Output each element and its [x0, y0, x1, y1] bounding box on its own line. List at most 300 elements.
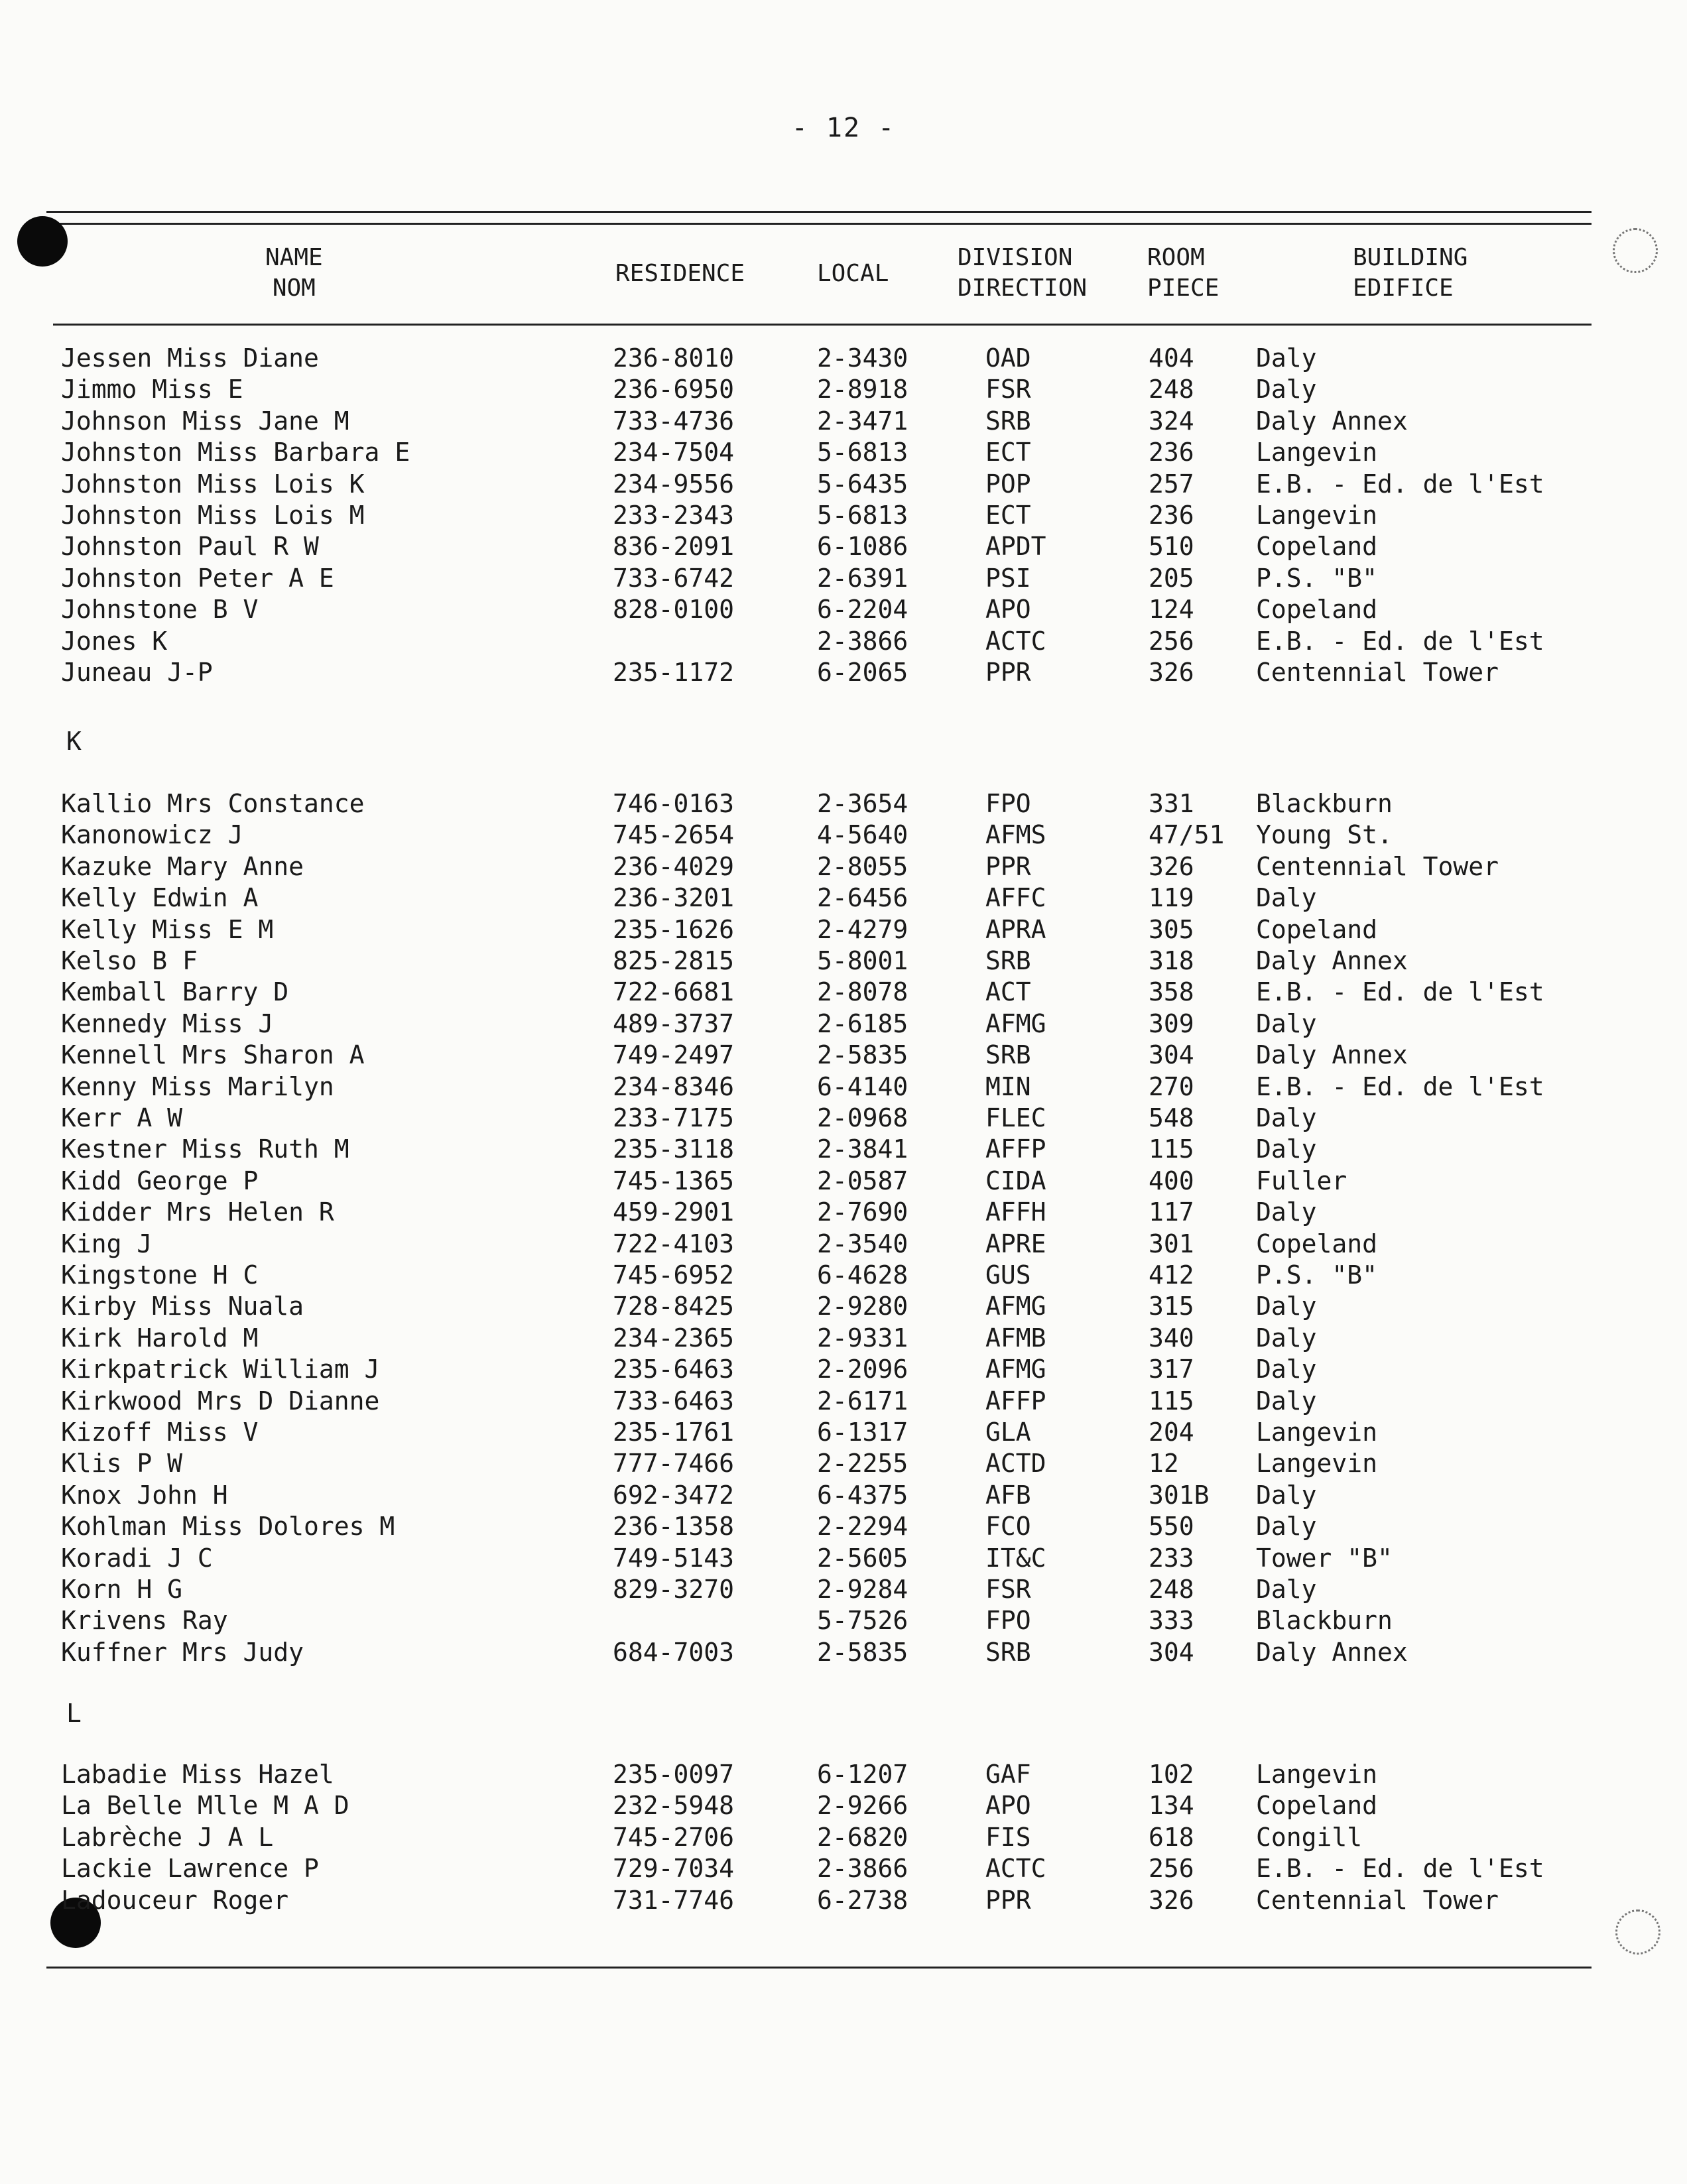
- cell-bld: Langevin: [1256, 1760, 1378, 1789]
- cell-bld: Centennial Tower: [1256, 1885, 1499, 1915]
- cell-name: Kirkwood Mrs D Dianne: [61, 1386, 380, 1416]
- directory-row: [0, 499, 1687, 531]
- cell-div: PPR: [985, 1885, 1031, 1915]
- directory-row: [0, 1322, 1687, 1354]
- header-room: [1147, 243, 1219, 304]
- directory-row: [0, 1133, 1687, 1165]
- cell-bld: Copeland: [1256, 914, 1378, 944]
- cell-local: 5-6813: [817, 438, 908, 467]
- header-building-line: EDIFICE: [1353, 274, 1454, 302]
- cell-bld: Tower "B": [1256, 1543, 1393, 1573]
- cell-bld: E.B. - Ed. de l'Est: [1256, 626, 1544, 656]
- cell-bld: E.B. - Ed. de l'Est: [1256, 1071, 1544, 1101]
- cell-name: Kanonowicz J: [61, 820, 243, 850]
- cell-div: PPR: [985, 658, 1031, 687]
- cell-div: CIDA: [985, 1166, 1046, 1195]
- cell-local: 5-7526: [817, 1606, 908, 1636]
- cell-div: FSR: [985, 1575, 1031, 1604]
- cell-div: GLA: [985, 1418, 1031, 1447]
- cell-local: 2-8918: [817, 375, 908, 404]
- cell-div: FIS: [985, 1822, 1031, 1852]
- cell-name: Johnstone B V: [61, 595, 259, 625]
- cell-name: Kohlman Miss Dolores M: [61, 1512, 395, 1542]
- cell-room: 134: [1149, 1791, 1194, 1821]
- cell-res: 722-6681: [613, 977, 735, 1007]
- cell-local: 2-6185: [817, 1008, 908, 1038]
- cell-room: 256: [1149, 1854, 1194, 1884]
- cell-div: PSI: [985, 563, 1031, 593]
- directory-row: [0, 1071, 1687, 1103]
- directory-row: [0, 882, 1687, 914]
- directory-row: [0, 1447, 1687, 1479]
- cell-bld: E.B. - Ed. de l'Est: [1256, 977, 1544, 1007]
- cell-name: Klis P W: [61, 1449, 183, 1479]
- directory-row: [0, 1416, 1687, 1448]
- bottom-rule: [46, 1967, 1592, 1969]
- cell-local: 4-5640: [817, 820, 908, 850]
- cell-local: 2-7690: [817, 1197, 908, 1227]
- cell-bld: Langevin: [1256, 1418, 1378, 1447]
- cell-bld: E.B. - Ed. de l'Est: [1256, 1854, 1544, 1884]
- header-division-line: DIVISION: [958, 244, 1073, 271]
- cell-local: 2-6820: [817, 1822, 908, 1852]
- cell-div: IT&C: [985, 1543, 1046, 1573]
- cell-room: 358: [1149, 977, 1194, 1007]
- cell-name: Labadie Miss Hazel: [61, 1760, 334, 1789]
- directory-row: [0, 342, 1687, 374]
- cell-bld: Copeland: [1256, 595, 1378, 625]
- cell-name: Lackie Lawrence P: [61, 1854, 319, 1884]
- cell-room: 257: [1149, 469, 1194, 499]
- cell-name: Kidd George P: [61, 1166, 259, 1195]
- cell-div: GAF: [985, 1760, 1031, 1789]
- directory-row: [0, 1039, 1687, 1071]
- cell-res: 777-7466: [613, 1449, 735, 1479]
- cell-local: 6-2204: [817, 595, 908, 625]
- cell-res: 733-6742: [613, 563, 735, 593]
- cell-bld: Daly: [1256, 1197, 1317, 1227]
- cell-res: 745-1365: [613, 1166, 735, 1195]
- header-residence: [615, 259, 745, 289]
- cell-res: 233-7175: [613, 1103, 735, 1132]
- cell-bld: E.B. - Ed. de l'Est: [1256, 469, 1544, 499]
- cell-div: ECT: [985, 438, 1031, 467]
- directory-row: [0, 1008, 1687, 1040]
- cell-bld: Langevin: [1256, 438, 1378, 467]
- header-division: [958, 243, 1087, 304]
- cell-bld: Centennial Tower: [1256, 658, 1499, 687]
- header-building: [1353, 243, 1468, 304]
- header-division-line: DIRECTION: [958, 274, 1088, 302]
- directory-row: [0, 945, 1687, 977]
- cell-bld: Daly: [1256, 343, 1317, 373]
- cell-bld: P.S. "B": [1256, 563, 1378, 593]
- directory-row: [0, 1573, 1687, 1605]
- cell-local: 2-3471: [817, 406, 908, 436]
- cell-bld: Daly: [1256, 1008, 1317, 1038]
- cell-bld: Daly: [1256, 1386, 1317, 1416]
- cell-div: AFFP: [985, 1134, 1046, 1164]
- directory-row: [0, 1790, 1687, 1821]
- cell-res: 233-2343: [613, 501, 735, 530]
- cell-res: 234-2365: [613, 1323, 735, 1353]
- cell-res: 232-5948: [613, 1791, 735, 1821]
- cell-name: Kestner Miss Ruth M: [61, 1134, 349, 1164]
- cell-div: AFMB: [985, 1323, 1046, 1353]
- cell-res: 236-3201: [613, 883, 735, 913]
- cell-local: 2-0587: [817, 1166, 908, 1195]
- cell-div: AFMG: [985, 1355, 1046, 1384]
- cell-name: Kelso B F: [61, 946, 198, 975]
- cell-bld: Daly: [1256, 1103, 1317, 1132]
- directory-row: [0, 1102, 1687, 1134]
- cell-res: 235-3118: [613, 1134, 735, 1164]
- directory-row: [0, 530, 1687, 562]
- cell-name: Jones K: [61, 626, 168, 656]
- cell-room: 301B: [1149, 1480, 1210, 1510]
- cell-div: APO: [985, 1791, 1031, 1821]
- cell-local: 5-6813: [817, 501, 908, 530]
- directory-row: [0, 1510, 1687, 1542]
- cell-bld: Langevin: [1256, 501, 1378, 530]
- cell-res: 684-7003: [613, 1637, 735, 1667]
- directory-row: [0, 1196, 1687, 1228]
- cell-div: FPO: [985, 789, 1031, 818]
- cell-res: 828-0100: [613, 595, 735, 625]
- cell-local: 2-6391: [817, 563, 908, 593]
- cell-div: SRB: [985, 1637, 1031, 1667]
- cell-room: 205: [1149, 563, 1194, 593]
- cell-room: 404: [1149, 343, 1194, 373]
- header-name: [265, 243, 323, 304]
- directory-row: [0, 625, 1687, 657]
- cell-room: 115: [1149, 1134, 1194, 1164]
- cell-res: 731-7746: [613, 1885, 735, 1915]
- cell-res: 722-4103: [613, 1229, 735, 1258]
- cell-local: 5-6435: [817, 469, 908, 499]
- cell-div: AFMS: [985, 820, 1046, 850]
- cell-div: AFFC: [985, 883, 1046, 913]
- directory-row: [0, 1821, 1687, 1853]
- header-rule: [53, 324, 1592, 326]
- cell-name: Johnston Miss Barbara E: [61, 438, 410, 467]
- cell-name: Jessen Miss Diane: [61, 343, 319, 373]
- cell-name: Kennell Mrs Sharon A: [61, 1040, 365, 1070]
- cell-res: 829-3270: [613, 1575, 735, 1604]
- cell-name: Jimmo Miss E: [61, 375, 243, 404]
- cell-name: Kirby Miss Nuala: [61, 1292, 304, 1321]
- cell-res: 236-8010: [613, 343, 735, 373]
- header-room-line: PIECE: [1147, 274, 1219, 302]
- cell-name: La Belle Mlle M A D: [61, 1791, 349, 1821]
- cell-room: 324: [1149, 406, 1194, 436]
- cell-bld: Copeland: [1256, 532, 1378, 562]
- cell-room: 326: [1149, 851, 1194, 881]
- cell-room: 550: [1149, 1512, 1194, 1542]
- punch-hole: [17, 216, 68, 267]
- cell-local: 6-2065: [817, 658, 908, 687]
- cell-res: 235-1761: [613, 1418, 735, 1447]
- cell-local: 6-1086: [817, 532, 908, 562]
- cell-local: 2-0968: [817, 1103, 908, 1132]
- cell-div: APRA: [985, 914, 1046, 944]
- directory-row: [0, 914, 1687, 945]
- cell-res: 459-2901: [613, 1197, 735, 1227]
- cell-name: Labrèche J A L: [61, 1822, 274, 1852]
- cell-div: SRB: [985, 946, 1031, 975]
- cell-name: Juneau J-P: [61, 658, 213, 687]
- directory-row: [0, 1636, 1687, 1668]
- cell-local: 2-3841: [817, 1134, 908, 1164]
- cell-div: GUS: [985, 1260, 1031, 1290]
- cell-div: ACTC: [985, 626, 1046, 656]
- cell-name: Kelly Miss E M: [61, 914, 274, 944]
- directory-row: [0, 1542, 1687, 1574]
- cell-bld: Daly: [1256, 883, 1317, 913]
- cell-name: Kemball Barry D: [61, 977, 289, 1007]
- cell-res: 745-2654: [613, 820, 735, 850]
- cell-bld: Daly: [1256, 1512, 1317, 1542]
- cell-name: Kennedy Miss J: [61, 1008, 274, 1038]
- cell-bld: Daly: [1256, 1480, 1317, 1510]
- directory-row: [0, 819, 1687, 851]
- cell-local: 6-1317: [817, 1418, 908, 1447]
- cell-room: 618: [1149, 1822, 1194, 1852]
- cell-div: AFMG: [985, 1292, 1046, 1321]
- cell-res: 236-4029: [613, 851, 735, 881]
- cell-div: FCO: [985, 1512, 1031, 1542]
- cell-room: 12: [1149, 1449, 1179, 1479]
- cell-local: 2-3430: [817, 343, 908, 373]
- cell-name: Knox John H: [61, 1480, 228, 1510]
- cell-name: Kenny Miss Marilyn: [61, 1071, 334, 1101]
- cell-name: Kazuke Mary Anne: [61, 851, 304, 881]
- cell-res: 235-6463: [613, 1355, 735, 1384]
- cell-div: FPO: [985, 1606, 1031, 1636]
- top-rule: [46, 211, 1592, 213]
- header-room-line: ROOM: [1147, 244, 1205, 271]
- page-number: - 12 -: [791, 113, 896, 143]
- cell-room: 256: [1149, 626, 1194, 656]
- cell-res: 745-2706: [613, 1822, 735, 1852]
- cell-room: 204: [1149, 1418, 1194, 1447]
- cell-room: 400: [1149, 1166, 1194, 1195]
- cell-res: 235-1172: [613, 658, 735, 687]
- cell-name: Korn H G: [61, 1575, 183, 1604]
- directory-row: [0, 1479, 1687, 1511]
- cell-name: Kingstone H C: [61, 1260, 259, 1290]
- cell-local: 2-9266: [817, 1791, 908, 1821]
- cell-room: 124: [1149, 595, 1194, 625]
- cell-local: 6-4628: [817, 1260, 908, 1290]
- cell-res: 489-3737: [613, 1008, 735, 1038]
- cell-local: 2-3866: [817, 626, 908, 656]
- cell-room: 412: [1149, 1260, 1194, 1290]
- cell-local: 2-8078: [817, 977, 908, 1007]
- directory-row: [0, 373, 1687, 405]
- cell-name: Johnson Miss Jane M: [61, 406, 349, 436]
- cell-room: 318: [1149, 946, 1194, 975]
- cell-name: Johnston Miss Lois K: [61, 469, 365, 499]
- cell-div: AFFH: [985, 1197, 1046, 1227]
- cell-local: 2-8055: [817, 851, 908, 881]
- cell-name: Kuffner Mrs Judy: [61, 1637, 304, 1667]
- cell-res: 728-8425: [613, 1292, 735, 1321]
- cell-div: SRB: [985, 406, 1031, 436]
- cell-bld: Daly Annex: [1256, 406, 1408, 436]
- cell-room: 102: [1149, 1760, 1194, 1789]
- directory-row: [0, 656, 1687, 688]
- cell-bld: Blackburn: [1256, 1606, 1393, 1636]
- directory-row: [0, 1385, 1687, 1417]
- header-local: [817, 259, 889, 289]
- directory-row: [0, 1353, 1687, 1385]
- cell-div: APDT: [985, 532, 1046, 562]
- cell-bld: Daly: [1256, 375, 1317, 404]
- cell-room: 236: [1149, 501, 1194, 530]
- cell-room: 117: [1149, 1197, 1194, 1227]
- cell-res: 236-1358: [613, 1512, 735, 1542]
- directory-row: [0, 1228, 1687, 1260]
- directory-row: [0, 405, 1687, 437]
- cell-name: Kirk Harold M: [61, 1323, 259, 1353]
- directory-row: [0, 1852, 1687, 1884]
- cell-div: ECT: [985, 501, 1031, 530]
- cell-res: 692-3472: [613, 1480, 735, 1510]
- directory-row: [0, 593, 1687, 625]
- cell-bld: Daly: [1256, 1323, 1317, 1353]
- cell-local: 2-9284: [817, 1575, 908, 1604]
- cell-room: 47/51: [1149, 820, 1225, 850]
- cell-local: 2-5835: [817, 1040, 908, 1070]
- cell-res: 729-7034: [613, 1854, 735, 1884]
- cell-bld: Langevin: [1256, 1449, 1378, 1479]
- cell-room: 317: [1149, 1355, 1194, 1384]
- cell-room: 333: [1149, 1606, 1194, 1636]
- cell-name: Koradi J C: [61, 1543, 213, 1573]
- directory-row: [0, 436, 1687, 468]
- cell-res: 733-4736: [613, 406, 735, 436]
- cell-room: 270: [1149, 1071, 1194, 1101]
- directory-row: [0, 788, 1687, 819]
- cell-room: 331: [1149, 789, 1194, 818]
- cell-res: 235-1626: [613, 914, 735, 944]
- cell-name: Johnston Peter A E: [61, 563, 334, 593]
- header-name-line: NAME: [265, 244, 323, 271]
- cell-res: 749-5143: [613, 1543, 735, 1573]
- cell-room: 119: [1149, 883, 1194, 913]
- cell-local: 2-4279: [817, 914, 908, 944]
- cell-name: Ladouceur Roger: [61, 1885, 289, 1915]
- cell-local: 2-9331: [817, 1323, 908, 1353]
- cell-room: 305: [1149, 914, 1194, 944]
- cell-room: 248: [1149, 1575, 1194, 1604]
- directory-row: [0, 562, 1687, 594]
- cell-bld: Copeland: [1256, 1229, 1378, 1258]
- cell-bld: Daly: [1256, 1292, 1317, 1321]
- cell-bld: Fuller: [1256, 1166, 1347, 1195]
- directory-row: [0, 1605, 1687, 1636]
- cell-div: AFMG: [985, 1008, 1046, 1038]
- cell-bld: Congill: [1256, 1822, 1363, 1852]
- cell-div: APO: [985, 595, 1031, 625]
- cell-room: 115: [1149, 1386, 1194, 1416]
- cell-div: AFFP: [985, 1386, 1046, 1416]
- punch-hole-ring: [1613, 228, 1658, 273]
- cell-res: 733-6463: [613, 1386, 735, 1416]
- cell-div: ACTD: [985, 1449, 1046, 1479]
- section-letter: L: [66, 1699, 82, 1728]
- cell-name: Johnston Miss Lois M: [61, 501, 365, 530]
- cell-room: 301: [1149, 1229, 1194, 1258]
- cell-bld: Copeland: [1256, 1791, 1378, 1821]
- cell-room: 233: [1149, 1543, 1194, 1573]
- cell-res: 236-6950: [613, 375, 735, 404]
- directory-row: [0, 1290, 1687, 1322]
- cell-name: Kidder Mrs Helen R: [61, 1197, 334, 1227]
- header-name-line: NOM: [272, 274, 316, 302]
- header-residence-line: RESIDENCE: [615, 260, 745, 287]
- directory-row: [0, 1165, 1687, 1197]
- cell-div: FSR: [985, 375, 1031, 404]
- cell-local: 2-3866: [817, 1854, 908, 1884]
- cell-local: 2-5605: [817, 1543, 908, 1573]
- cell-name: Krivens Ray: [61, 1606, 228, 1636]
- cell-room: 309: [1149, 1008, 1194, 1038]
- cell-bld: Daly: [1256, 1355, 1317, 1384]
- cell-room: 340: [1149, 1323, 1194, 1353]
- cell-name: Kirkpatrick William J: [61, 1355, 380, 1384]
- cell-room: 248: [1149, 375, 1194, 404]
- cell-room: 548: [1149, 1103, 1194, 1132]
- cell-res: 836-2091: [613, 532, 735, 562]
- cell-room: 510: [1149, 532, 1194, 562]
- cell-bld: Young St.: [1256, 820, 1393, 850]
- top-rule-inner: [46, 223, 1592, 225]
- cell-res: 746-0163: [613, 789, 735, 818]
- cell-name: Johnston Paul R W: [61, 532, 319, 562]
- cell-bld: Centennial Tower: [1256, 851, 1499, 881]
- cell-res: 234-9556: [613, 469, 735, 499]
- cell-local: 2-3540: [817, 1229, 908, 1258]
- cell-res: 745-6952: [613, 1260, 735, 1290]
- cell-res: 825-2815: [613, 946, 735, 975]
- cell-room: 326: [1149, 1885, 1194, 1915]
- cell-local: 2-2294: [817, 1512, 908, 1542]
- cell-local: 2-9280: [817, 1292, 908, 1321]
- cell-local: 6-4375: [817, 1480, 908, 1510]
- cell-name: Kelly Edwin A: [61, 883, 259, 913]
- cell-div: ACT: [985, 977, 1031, 1007]
- cell-name: Kallio Mrs Constance: [61, 789, 365, 818]
- cell-div: ACTC: [985, 1854, 1046, 1884]
- cell-div: OAD: [985, 343, 1031, 373]
- directory-row: [0, 1884, 1687, 1916]
- directory-row: [0, 976, 1687, 1008]
- cell-local: 6-1207: [817, 1760, 908, 1789]
- directory-row: [0, 851, 1687, 882]
- cell-div: APRE: [985, 1229, 1046, 1258]
- cell-room: 304: [1149, 1637, 1194, 1667]
- cell-room: 315: [1149, 1292, 1194, 1321]
- cell-local: 6-2738: [817, 1885, 908, 1915]
- cell-res: 234-8346: [613, 1071, 735, 1101]
- cell-local: 2-3654: [817, 789, 908, 818]
- cell-local: 2-2096: [817, 1355, 908, 1384]
- cell-res: 234-7504: [613, 438, 735, 467]
- cell-res: 235-0097: [613, 1760, 735, 1789]
- cell-bld: Daly Annex: [1256, 1040, 1408, 1070]
